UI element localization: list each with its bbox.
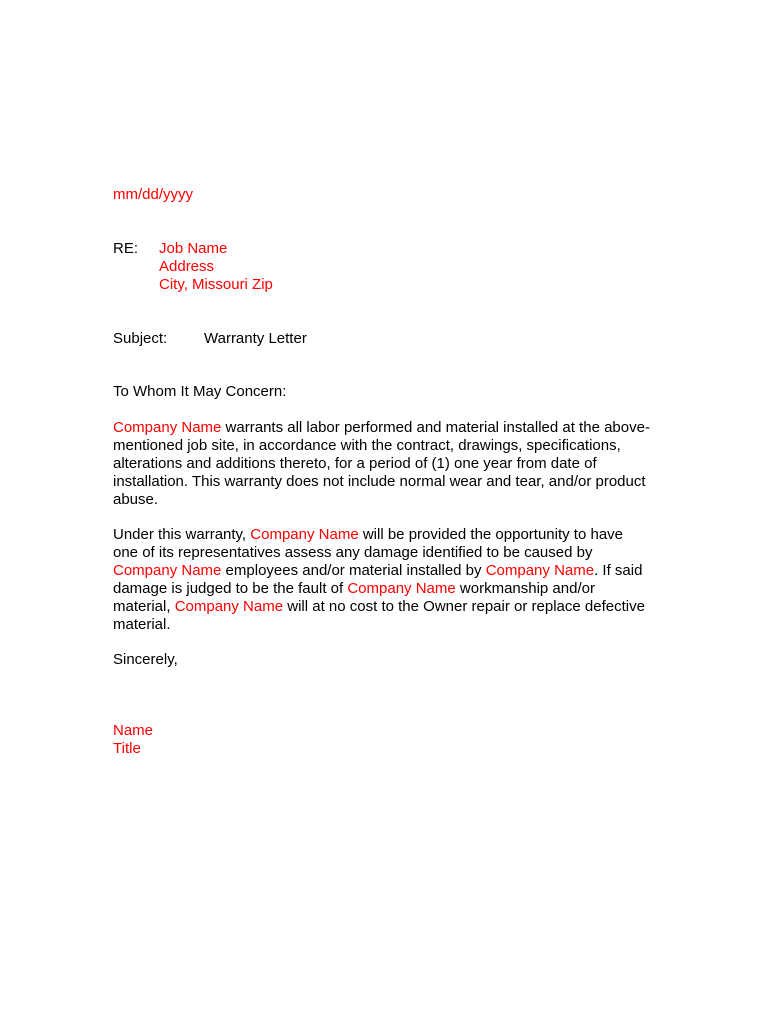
body-text: will be provided the opportunity to have [358, 526, 624, 543]
re-city-state-zip: City, Missouri Zip [159, 276, 273, 293]
paragraph-2 [113, 526, 658, 634]
paragraph-line [113, 544, 658, 562]
subject-label: Subject: [113, 330, 168, 347]
company-name-placeholder: Company Name [174, 598, 284, 615]
body-text: damage is judged to be the fault of [113, 580, 348, 597]
signer-name: Name [113, 722, 154, 739]
body-text: material. [113, 616, 171, 633]
paragraph-line [113, 491, 658, 509]
body-text: employees and/or material installed by [221, 562, 486, 579]
body-text: will at no cost to the Owner repair or replace defective [283, 598, 645, 615]
re-label: RE: [113, 240, 139, 257]
body-text: workmanship and/or [455, 580, 595, 597]
paragraph-line [113, 437, 658, 455]
body-text: . If said [594, 562, 643, 579]
paragraph-line [113, 580, 658, 598]
paragraph-line [113, 616, 658, 634]
re-job-name: Job Name [159, 240, 228, 257]
paragraph-line [113, 473, 658, 491]
salutation: To Whom It May Concern: [113, 383, 287, 400]
company-name-placeholder: Company Name [485, 562, 595, 579]
paragraph-line [113, 455, 658, 473]
closing: Sincerely, [113, 651, 178, 668]
paragraph-line [113, 562, 658, 580]
signer-title: Title [113, 740, 141, 757]
company-name-placeholder: Company Name [113, 419, 222, 436]
body-text: alterations and additions thereto, for a period of (1) one year from date of [113, 455, 597, 472]
body-text: warrants all labor performed and material installed at the above- [221, 419, 650, 436]
paragraph-line [113, 419, 658, 437]
company-name-placeholder: Company Name [113, 562, 222, 579]
body-text: abuse. [113, 491, 159, 508]
body-text: one of its representatives assess any damage identified to be caused by [113, 544, 593, 561]
date-placeholder: mm/dd/yyyy [113, 186, 194, 203]
company-name-placeholder: Company Name [347, 580, 456, 597]
paragraph-line [113, 526, 658, 544]
body-text: Under this warranty, [113, 526, 251, 543]
company-name-placeholder: Company Name [250, 526, 359, 543]
body-text: mentioned job site, in accordance with the contract, drawings, specifications, [113, 437, 621, 454]
body-text: installation. This warranty does not include normal wear and tear, and/or product [113, 473, 646, 490]
body-text: material, [113, 598, 175, 615]
subject-value: Warranty Letter [204, 330, 307, 347]
paragraph-line [113, 598, 658, 616]
re-address: Address [159, 258, 215, 275]
paragraph-1 [113, 419, 658, 509]
